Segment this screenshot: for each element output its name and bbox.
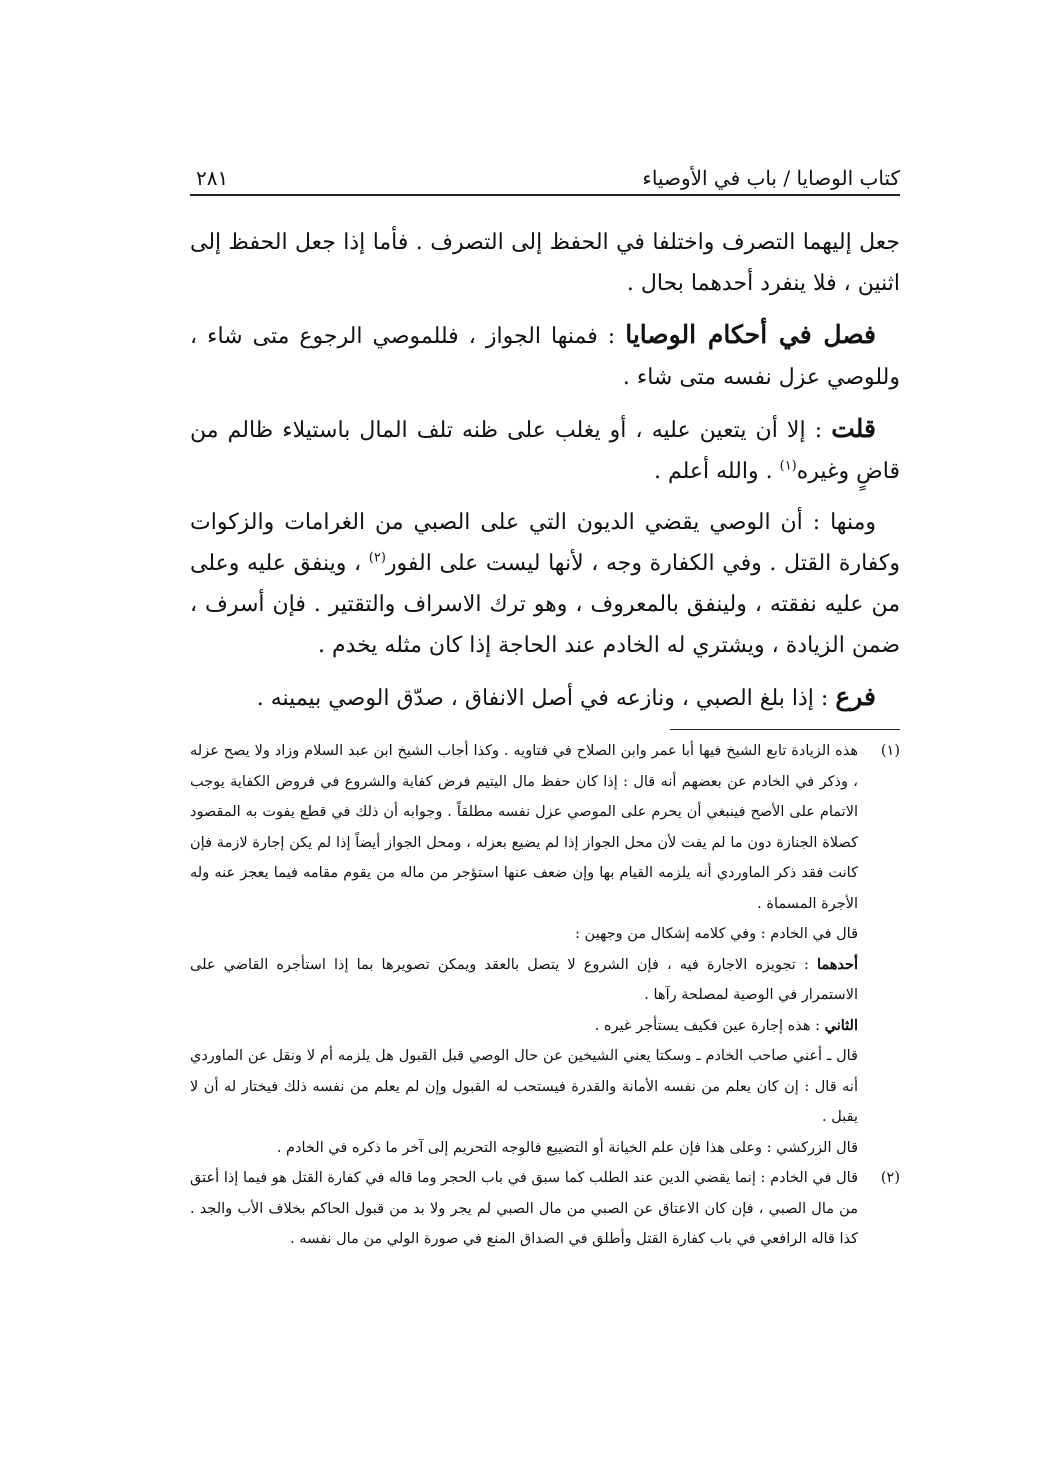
section-heading: فصل في أحكام الوصايا (625, 320, 876, 349)
qultu-heading: قلت (831, 414, 876, 443)
paragraph-1: جعل إليهما التصرف واختلفا في الحفظ إلى التصرف . فأما إذا جعل الحفظ إلى اثنين ، فلا ينفرد أحدهما بحال . (190, 230, 900, 296)
footnote-1: (١) هذه الزيادة تابع الشيخ فيها أبا عمر وابن الصلاح في فتاويه . وكذا أجاب الشيخ ابن عبد السلام وزاد ولا يصح عزله ، وذكر في الخادم عن بعضهم أنه قال : إذا كان حفظ مال اليتيم فرض كفاية والشروع في فروض الكفاية يوجب الاتمام على الأصح فينبغي أن يحرم على الموصي عزل نفسه مطلقاً . وجوابه أن ذلك في قطع يفوت به المقصود كصلاة الجنازة دون ما لم يفت لأن محل الجواز إذا لم يضيع بعزله ، ومحل الجواز أيضاً إذا لم يكن إجارة لازمة فإن كانت فقد ذكر الماوردي أنه يلزمه القيام بها وإن ضعف عنها استؤجر من ماله من يقوم مقامه فيما يعجز عنه وله الأجرة المسماة . قال في الخادم : وفي كلامه إشكال من وجهين : أحدهما : تجويزه الاجارة فيه ، فإن الشروع لا يتصل بالعقد ويمكن تصويرها بما إذا استأجره القاضي على الاستمرار في الوصية لمصلحة رآها . الثاني : هذه إجارة عين فكيف يستأجر غيره . قال ـ أعني صاحب الخادم ـ وسكتا يعني الشيخين عن حال الوصي قبل القبول هل يلزمه أم لا ونقل عن الماوردي أنه قال : إن كان يعلم من نفسه الأمانة والقدرة فيستحب له القبول وإن لم يعلم من نفسه ذلك فيختار له أن لا يقبل . قال الزركشي : وعلى هذا فإن علم الخيانة أو التضييع فالوجه التحريم إلى آخر ما ذكره في الخادم . (190, 736, 900, 1163)
footnote-2: (٢) قال في الخادم : إنما يقضي الدين عند الطلب كما سبق في باب الحجر وما قاله في كفارة القتل هو فيما إذا أعتق من مال الصبي ، فإن كان الاعتاق عن الصبي من مال الصبي لم يجر ولا بد من قبول الحاكم بخلاف الأب والجد . كذا قاله الرافعي في باب كفارة القتل وأطلق في الصداق المنع في صورة الولي من مال نفسه . (190, 1163, 900, 1255)
far-heading: فرع (835, 682, 876, 711)
main-text (190, 222, 900, 719)
page-header (190, 160, 900, 194)
paragraph-4: ومنها : أن الوصي يقضي الديون التي على الصبي من الغرامات والزكوات وكفارة القتل . وفي الكفارة وجه ، لأنها ليست على الفور$^{(٢)}$ ، وينفق عليه وعلى من عليه نفقته ، ولينفق بالمعروف ، وهو ترك الاسراف والتقتير . فإن أسرف ، ضمن الزيادة ، ويشتري له الخادم عند الحاجة إذا كان مثله يخدم . (190, 510, 900, 658)
footnote-number: (٢) (880, 1170, 900, 1186)
paragraph-3: قلت : إلا أن يتعين عليه ، أو يغلب على ظنه تلف المال باستيلاء ظالم من قاضٍ وغيره$^{(١)}$ . والله أعلم . (190, 414, 900, 484)
footnotes (190, 736, 900, 1255)
paragraph-5: فرع : إذا بلغ الصبي ، ونازعه في أصل الانفاق ، صدّق الوصي بيمينه . (256, 682, 876, 711)
footnote-rule (670, 729, 900, 730)
page-number: ٢٨١ (196, 166, 229, 190)
paragraph-2: فصل في أحكام الوصايا : فمنها الجواز ، فللموصي الرجوع متى شاء ، وللوصي عزل نفسه متى شاء . (190, 320, 900, 390)
header-rule (190, 194, 900, 196)
running-head: كتاب الوصايا / باب في الأوصياء (642, 166, 900, 190)
footnote-ref-1[interactable]: (١) (779, 458, 797, 474)
footnote-ref-2[interactable]: (٢) (368, 550, 386, 566)
book-page (190, 160, 900, 1255)
footnote-number: (١) (880, 743, 900, 759)
